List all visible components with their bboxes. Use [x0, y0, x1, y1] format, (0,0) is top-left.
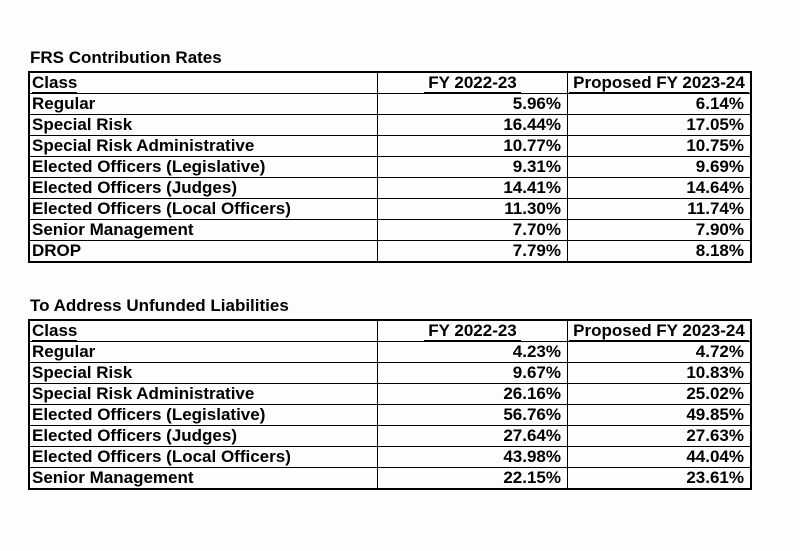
- table-row: [29, 447, 751, 468]
- class-cell: DROP: [29, 241, 378, 263]
- rate-cell: 27.63%: [568, 426, 752, 447]
- rate-cell: 44.04%: [568, 447, 752, 468]
- table-row: [29, 241, 751, 263]
- rate-cell: 7.79%: [378, 241, 568, 263]
- rate-cell: 23.61%: [568, 468, 752, 490]
- rate-cell: 9.31%: [378, 157, 568, 178]
- table-row: [29, 94, 751, 115]
- rate-cell: 4.23%: [378, 342, 568, 363]
- rate-cell: 26.16%: [378, 384, 568, 405]
- unfunded-liabilities-table: [28, 319, 752, 490]
- rate-cell: 11.30%: [378, 199, 568, 220]
- class-cell: Senior Management: [29, 468, 378, 490]
- column-header-label: Class: [32, 73, 78, 92]
- rate-cell: 27.64%: [378, 426, 568, 447]
- rate-cell: 10.83%: [568, 363, 752, 384]
- rate-cell: 43.98%: [378, 447, 568, 468]
- rate-cell: 10.77%: [378, 136, 568, 157]
- table-row: [29, 157, 751, 178]
- column-header-label: FY 2022-23: [424, 321, 521, 342]
- class-cell: Elected Officers (Judges): [29, 178, 378, 199]
- header-row: [29, 320, 751, 342]
- rate-cell: 14.64%: [568, 178, 752, 199]
- class-cell: Elected Officers (Legislative): [29, 157, 378, 178]
- class-cell: Senior Management: [29, 220, 378, 241]
- rate-cell: 5.96%: [378, 94, 568, 115]
- class-cell: Regular: [29, 342, 378, 363]
- rate-cell: 7.70%: [378, 220, 568, 241]
- table-row: [29, 136, 751, 157]
- table-row: [29, 178, 751, 199]
- class-cell: Elected Officers (Local Officers): [29, 447, 378, 468]
- table-row: [29, 342, 751, 363]
- rate-cell: 14.41%: [378, 178, 568, 199]
- frs-contribution-rates-section: [28, 48, 752, 263]
- class-cell: Special Risk: [29, 115, 378, 136]
- class-cell: Elected Officers (Legislative): [29, 405, 378, 426]
- column-header-label: Class: [32, 321, 78, 340]
- table-row: [29, 468, 751, 490]
- unfunded-liabilities-title: To Address Unfunded Liabilities: [30, 296, 289, 315]
- class-cell: Elected Officers (Judges): [29, 426, 378, 447]
- column-header: [378, 320, 568, 342]
- table-row: [29, 115, 751, 136]
- column-header: [29, 72, 378, 94]
- column-header-label: Proposed FY 2023-24: [569, 321, 749, 342]
- unfunded-liabilities-section: [28, 296, 752, 490]
- rate-cell: 7.90%: [568, 220, 752, 241]
- rate-cell: 11.74%: [568, 199, 752, 220]
- table-row: [29, 220, 751, 241]
- column-header: [568, 72, 752, 94]
- class-cell: Special Risk: [29, 363, 378, 384]
- column-header-label: FY 2022-23: [424, 73, 521, 94]
- table-row: [29, 363, 751, 384]
- column-header: [568, 320, 752, 342]
- rate-cell: 17.05%: [568, 115, 752, 136]
- frs-contribution-rates-title: FRS Contribution Rates: [30, 48, 222, 67]
- rate-cell: 25.02%: [568, 384, 752, 405]
- table-row: [29, 426, 751, 447]
- class-cell: Special Risk Administrative: [29, 136, 378, 157]
- frs-contribution-rates-table: [28, 71, 752, 263]
- rate-cell: 8.18%: [568, 241, 752, 263]
- rate-cell: 9.69%: [568, 157, 752, 178]
- rate-cell: 16.44%: [378, 115, 568, 136]
- column-header: [29, 320, 378, 342]
- table-row: [29, 405, 751, 426]
- rate-cell: 10.75%: [568, 136, 752, 157]
- header-row: [29, 72, 751, 94]
- rate-cell: 49.85%: [568, 405, 752, 426]
- class-cell: Regular: [29, 94, 378, 115]
- class-cell: Special Risk Administrative: [29, 384, 378, 405]
- rate-cell: 4.72%: [568, 342, 752, 363]
- rate-cell: 56.76%: [378, 405, 568, 426]
- table-row: [29, 199, 751, 220]
- rate-cell: 6.14%: [568, 94, 752, 115]
- table-row: [29, 384, 751, 405]
- rate-cell: 9.67%: [378, 363, 568, 384]
- class-cell: Elected Officers (Local Officers): [29, 199, 378, 220]
- column-header-label: Proposed FY 2023-24: [569, 73, 749, 94]
- rate-cell: 22.15%: [378, 468, 568, 490]
- column-header: [378, 72, 568, 94]
